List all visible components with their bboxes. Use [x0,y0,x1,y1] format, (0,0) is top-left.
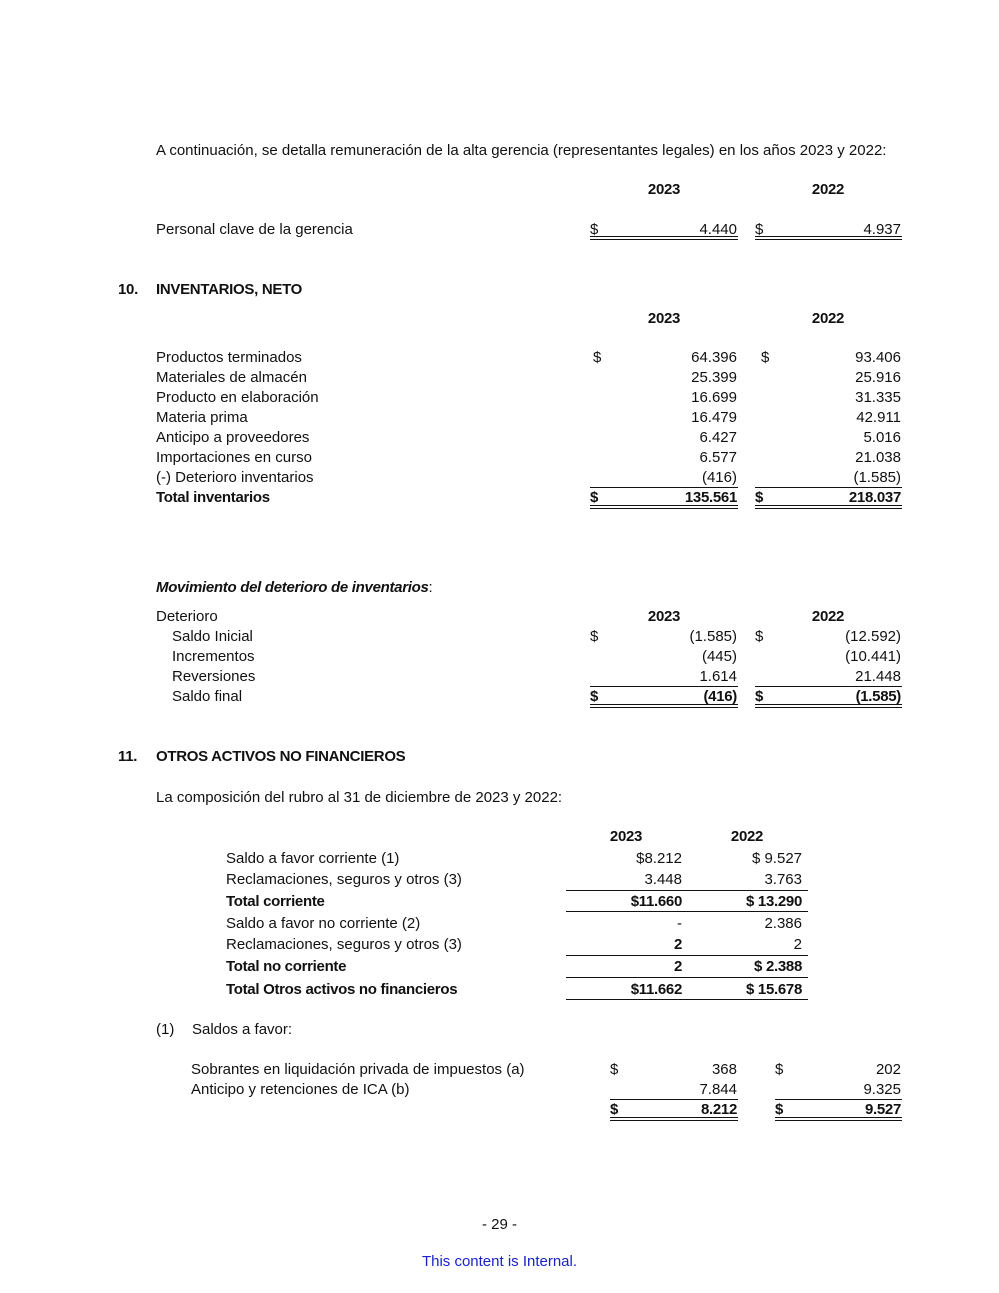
inventory-row-label: Importaciones en curso [156,449,312,466]
section-10-title: INVENTARIOS, NETO [156,281,303,298]
inventory-currency-2023: $ [593,349,602,366]
other-assets-row-value-2022: $ 15.678 [746,981,802,998]
other-assets-row-value-2023: $11.660 [630,893,682,910]
other-assets-row-value-2023: 2 [673,936,682,953]
other-assets-row-label: Reclamaciones, seguros y otros (3) [226,871,462,888]
note-1-total-currency-2023: $ [610,1101,619,1118]
movement-row-label: Incrementos [172,648,255,665]
movement-row-value-2022: 21.448 [855,668,901,685]
section-10-number: 10. [118,281,138,298]
movement-row-value-2022: (10.441) [845,648,901,665]
other-assets-row-label: Saldo a favor no corriente (2) [226,915,421,932]
inventory-row-label: Producto en elaboración [156,389,319,406]
inventory-row-value-2023: 16.479 [691,409,737,426]
note-1-title: Saldos a favor: [192,1021,293,1038]
movement-row-value-2023: (445) [701,648,737,665]
other-assets-row-value-2023: 3.448 [644,871,682,888]
inventory-total-double-underline-2022 [755,505,902,509]
page-number: - 29 - [481,1216,517,1233]
inventory-year-2022: 2022 [811,310,845,327]
other-assets-row-label: Reclamaciones, seguros y otros (3) [226,936,462,953]
inventory-row-value-2022: 25.916 [855,369,901,386]
note-1-total-currency-2022: $ [775,1101,784,1118]
other-assets-noncurrent-total-line [566,977,808,978]
movement-currency-2022: $ [755,628,764,645]
section-11-number: 11. [118,748,138,765]
other-assets-row-label: Total no corriente [226,958,347,975]
other-assets-noncurrent-line [566,955,808,956]
inventory-row-value-2023: 16.699 [691,389,737,406]
inventory-currency-2022: $ [761,349,770,366]
movement-title [156,579,433,597]
movement-row-value-2022: (12.592) [845,628,901,645]
movement-row-label: Saldo Inicial [172,628,253,645]
remuneration-label: Personal clave de la gerencia [156,221,353,238]
movement-title-text: Movimiento del deterioro de inventarios [156,579,429,596]
other-assets-row-value-2023: $11.662 [630,981,682,998]
remuneration-currency-2023: $ [590,221,599,238]
other-assets-row-label: Total Otros activos no financieros [226,981,458,998]
other-assets-year-2023: 2023 [609,828,643,845]
other-assets-current-line [566,890,808,891]
inventory-total-value-2023: 135.561 [684,489,737,506]
note-1-total-double-underline-2022 [775,1117,902,1121]
inventory-row-label: Anticipo a proveedores [156,429,310,446]
movement-subtotal-line-2023 [590,686,738,687]
note-1-subtotal-line-2023 [610,1099,738,1100]
other-assets-row-value-2023: 2 [673,958,682,975]
remuneration-year-2023: 2023 [647,181,681,198]
inventory-row-label: Productos terminados [156,349,302,366]
note-1-total-double-underline-2023 [610,1117,738,1121]
movement-final-currency-2023: $ [590,688,599,705]
movement-final-value-2022: (1.585) [855,688,901,705]
movement-row-label: Reversiones [172,668,256,685]
other-assets-year-2022: 2022 [730,828,764,845]
inventory-row-value-2022: 42.911 [856,409,901,426]
note-1-row-value-2022: 9.325 [863,1081,901,1098]
other-assets-row-value-2022: 2 [793,936,802,953]
inventory-row-value-2022: 93.406 [855,349,901,366]
inventory-total-value-2022: 218.037 [848,489,901,506]
intro-text: A continuación, se detalla remuneración de la alta gerencia (representantes legales) en los años 2023 y 2022: [156,142,887,159]
remuneration-double-underline-2022 [755,236,902,240]
other-assets-row-value-2022: 3.763 [764,871,802,888]
inventory-total-currency-2023: $ [590,489,599,506]
classification-footer: This content is Internal. [421,1253,578,1270]
note-1-row-value-2022: 202 [875,1061,901,1078]
inventory-row-value-2023: 25.399 [691,369,737,386]
inventory-row-value-2022: 31.335 [855,389,901,406]
other-assets-grand-total-line [566,999,808,1000]
inventory-total-label: Total inventarios [156,489,270,506]
note-1-currency-2022: $ [775,1061,784,1078]
movement-currency-2023: $ [590,628,599,645]
inventory-row-label: (-) Deterioro inventarios [156,469,314,486]
remuneration-value-2023: 4.440 [699,221,737,238]
inventory-row-value-2023: 6.577 [699,449,737,466]
note-1-total-value-2022: 9.527 [864,1101,901,1118]
other-assets-row-value-2022: $ 13.290 [746,893,802,910]
other-assets-row-value-2023: $8.212 [636,850,682,867]
note-1-currency-2023: $ [610,1061,619,1078]
inventory-subtotal-line-2023 [590,487,738,488]
movement-row-value-2023: 1.614 [699,668,737,685]
other-assets-row-value-2022: $ 9.527 [751,850,802,867]
movement-title-colon: : [428,579,433,596]
movement-final-label: Saldo final [172,688,243,705]
note-1-row-value-2023: 368 [711,1061,737,1078]
remuneration-value-2022: 4.937 [863,221,901,238]
other-assets-row-value-2023: - [677,915,682,932]
movement-final-double-underline-2023 [590,704,738,708]
inventory-total-currency-2022: $ [755,489,764,506]
remuneration-year-2022: 2022 [811,181,845,198]
remuneration-double-underline-2023 [590,236,738,240]
remuneration-currency-2022: $ [755,221,764,238]
inventory-row-value-2022: (1.585) [853,469,901,486]
inventory-row-value-2022: 5.016 [863,429,901,446]
other-assets-row-value-2022: 2.386 [764,915,802,932]
inventory-subtotal-line-2022 [755,487,902,488]
note-1-row-value-2023: 7.844 [699,1081,737,1098]
movement-row-value-2023: (1.585) [689,628,737,645]
inventory-row-label: Materia prima [156,409,248,426]
inventory-year-2023: 2023 [647,310,681,327]
note-1-subtotal-line-2022 [775,1099,902,1100]
other-assets-current-total-line [566,911,808,912]
inventory-row-value-2022: 21.038 [855,449,901,466]
other-assets-row-value-2022: $ 2.388 [754,958,802,975]
section-11-intro: La composición del rubro al 31 de diciembre de 2023 y 2022: [156,789,563,806]
section-11-title: OTROS ACTIVOS NO FINANCIEROS [156,748,406,765]
movement-year-2023: 2023 [647,608,681,625]
note-1-marker: (1) [156,1021,175,1038]
movement-final-currency-2022: $ [755,688,764,705]
movement-final-double-underline-2022 [755,704,902,708]
inventory-row-value-2023: 6.427 [699,429,737,446]
inventory-total-double-underline-2023 [590,505,738,509]
movement-final-value-2023: (416) [703,688,737,705]
movement-year-2022: 2022 [811,608,845,625]
note-1-row-label: Anticipo y retenciones de ICA (b) [191,1081,410,1098]
movement-header-label: Deterioro [156,608,218,625]
inventory-row-label: Materiales de almacén [156,369,307,386]
movement-subtotal-line-2022 [755,686,902,687]
other-assets-row-label: Total corriente [226,893,325,910]
note-1-total-value-2023: 8.212 [700,1101,737,1118]
inventory-row-value-2023: (416) [701,469,737,486]
inventory-row-value-2023: 64.396 [691,349,737,366]
other-assets-row-label: Saldo a favor corriente (1) [226,850,400,867]
note-1-row-label: Sobrantes en liquidación privada de impuestos (a) [191,1061,525,1078]
